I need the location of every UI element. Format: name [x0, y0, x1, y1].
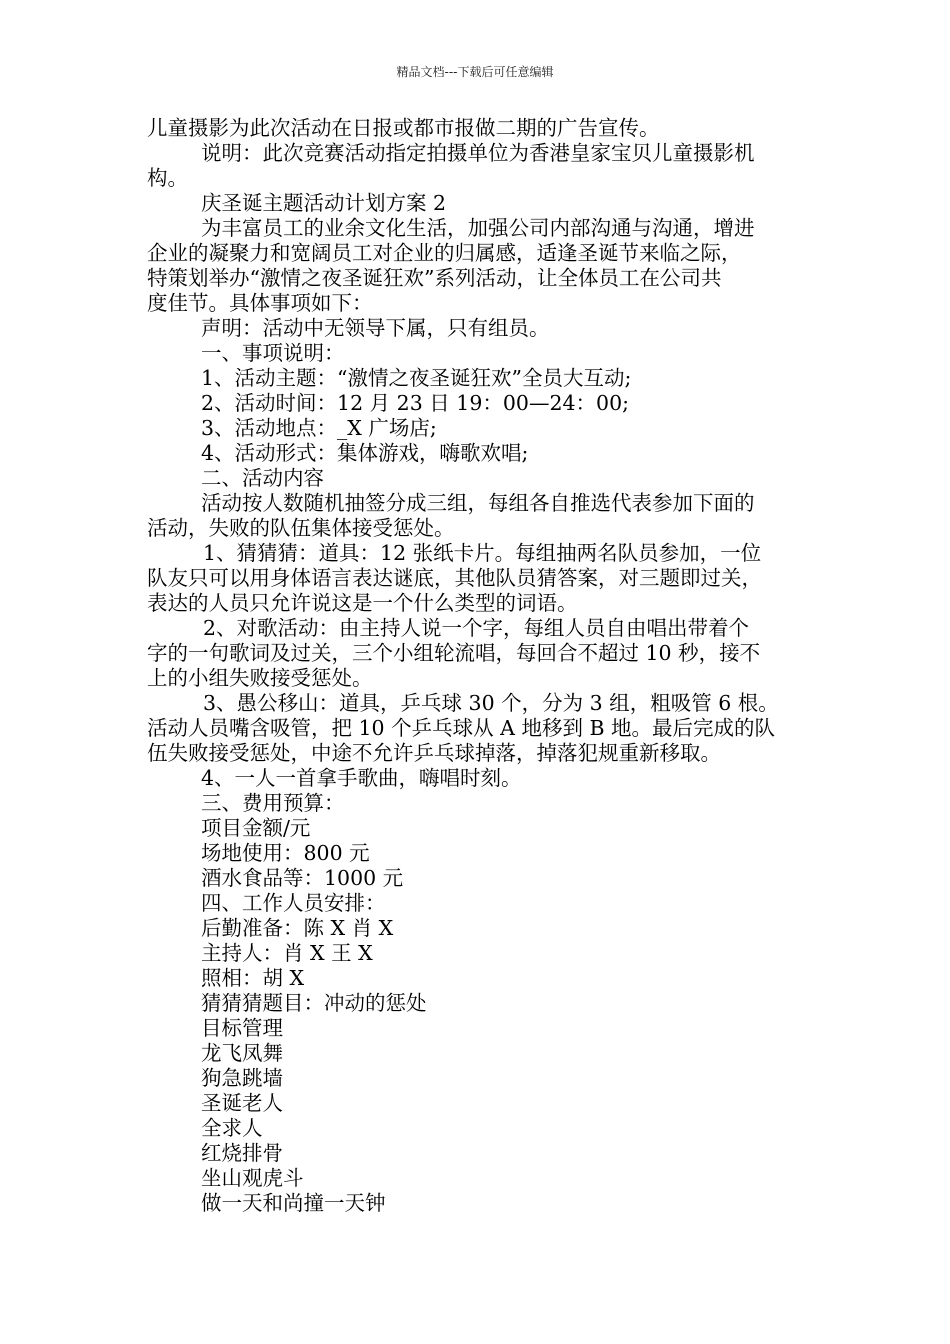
paragraph-line: 度佳节。具体事项如下：	[147, 291, 373, 315]
paragraph-line: 队友只可以用身体语言表达谜底，其他队员猜答案，对三题即过关，	[147, 566, 762, 590]
paragraph-line: 字的一句歌词及过关，三个小组轮流唱，每回合不超过 10 秒，接不	[147, 641, 761, 665]
paragraph-line: 特策划举办“激情之夜圣诞狂欢”系列活动，让全体员工在公司共	[147, 266, 722, 290]
list-item: 做一天和尚撞一天钟	[201, 1191, 386, 1215]
paragraph-line: 主持人：肖 X 王 X	[201, 941, 373, 965]
list-item: 龙飞凤舞	[201, 1041, 283, 1065]
section-heading: 一、事项说明：	[201, 341, 345, 365]
list-item: 1、猜猜猜：道具：12 张纸卡片。每组抽两名队员参加，一位	[203, 541, 762, 565]
list-item: 4、活动形式：集体游戏，嗨歌欢唱;	[201, 441, 529, 465]
section-title: 庆圣诞主题活动计划方案 2	[201, 191, 447, 215]
page-header: 精品文档---下载后可任意编辑	[396, 65, 554, 79]
list-item: 红烧排骨	[201, 1141, 283, 1165]
paragraph-line: 表达的人员只允许说这是一个什么类型的词语。	[147, 591, 578, 615]
list-item: 狗急跳墙	[201, 1066, 283, 1090]
section-heading: 二、活动内容	[201, 466, 324, 490]
paragraph-line: 上的小组失败接受惩处。	[147, 666, 373, 690]
paragraph-line: 酒水食品等：1000 元	[201, 866, 404, 890]
paragraph-line: 企业的凝聚力和宽阔员工对企业的归属感，适逢圣诞节来临之际，	[147, 241, 742, 265]
list-item: 坐山观虎斗	[201, 1166, 304, 1190]
paragraph-line: 伍失败接受惩处，中途不允许乒乓球掉落，掉落犯规重新移取。	[147, 741, 721, 765]
section-heading: 四、工作人员安排：	[201, 891, 386, 915]
list-item: 全求人	[201, 1116, 263, 1140]
paragraph-line: 项目金额/元	[201, 816, 311, 840]
paragraph-line: 活动，失败的队伍集体接受惩处。	[147, 516, 455, 540]
list-item: 目标管理	[201, 1016, 283, 1040]
document-body	[147, 116, 813, 1216]
list-item: 3、愚公移山：道具，乒乓球 30 个，分为 3 组，粗吸管 6 根。	[203, 691, 779, 715]
list-item: 2、对歌活动：由主持人说一个字，每组人员自由唱出带着个	[203, 616, 750, 640]
paragraph-line: 后勤准备：陈 X 肖 X	[201, 916, 394, 940]
paragraph-line: 为丰富员工的业余文化生活，加强公司内部沟通与沟通，增进	[201, 216, 755, 240]
paragraph-line: 照相：胡 X	[201, 966, 305, 990]
list-item: 圣诞老人	[201, 1091, 283, 1115]
list-item: 2、活动时间：12 月 23 日 19：00—24：00;	[201, 391, 630, 415]
section-heading: 三、费用预算：	[201, 791, 345, 815]
paragraph-line: 构。	[147, 166, 188, 190]
paragraph-line: 猜猜猜题目：冲动的惩处	[201, 991, 427, 1015]
list-item: 4、一人一首拿手歌曲，嗨唱时刻。	[201, 766, 522, 790]
list-item: 3、活动地点：_X 广场店;	[201, 416, 437, 440]
paragraph-line: 场地使用：800 元	[201, 841, 370, 865]
paragraph-line: 声明：活动中无领导下属，只有组员。	[201, 316, 550, 340]
paragraph-line: 说明：此次竞赛活动指定拍摄单位为香港皇家宝贝儿童摄影机	[201, 141, 755, 165]
paragraph-line: 活动人员嘴含吸管，把 10 个乒乓球从 A 地移到 B 地。最后完成的队	[147, 716, 776, 740]
paragraph-line: 儿童摄影为此次活动在日报或都市报做二期的广告宣传。	[147, 116, 660, 140]
list-item: 1、活动主题：“激情之夜圣诞狂欢”全员大互动;	[201, 366, 632, 390]
paragraph-line: 活动按人数随机抽签分成三组，每组各自推选代表参加下面的	[201, 491, 755, 515]
